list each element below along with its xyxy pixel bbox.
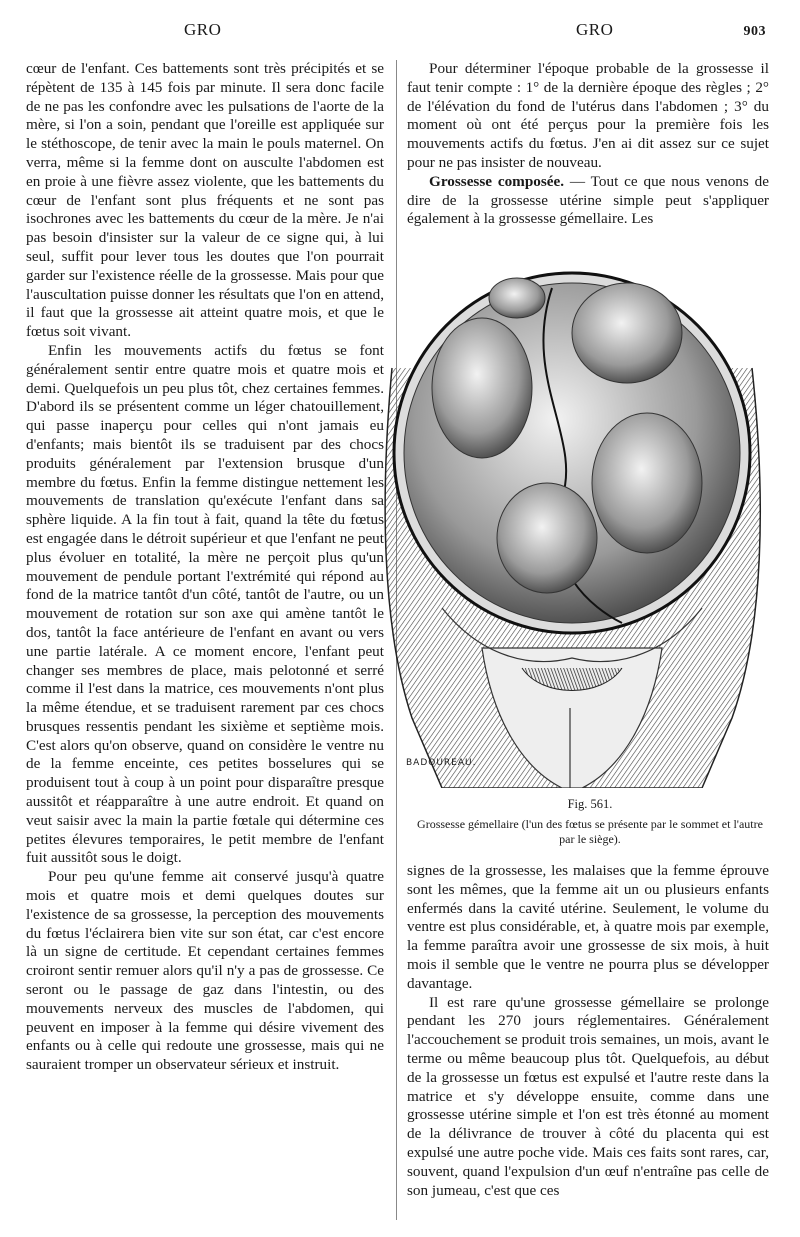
running-head-right: GRO [576, 20, 614, 39]
figure-number: Fig. 561. [567, 797, 613, 811]
paragraph: Pour déterminer l'époque probable de la grossesse il faut tenir compte : 1° de la dernière époque des règles ; 2° de l'élévation du fond de l'utérus dans l'abdomen ; 3° du moment où ont été perçus pour la première fois les mouvements actifs du fœtus. J'en ai dit assez sur ce sujet pour ne pas insister de nouveau. [407, 60, 769, 171]
paragraph-text: — Tout ce que nous venons de dire de la grossesse utérine simple peut s'appliquer également à la grossesse gémellaire. Les [407, 172, 769, 228]
page-number: 903 [743, 24, 766, 39]
engraving-illustration [372, 248, 772, 788]
figure-caption [408, 797, 772, 847]
left-column [26, 60, 384, 1075]
paragraph [407, 173, 769, 229]
section-heading: Grossesse composée. [429, 172, 565, 190]
right-column-bottom [407, 862, 769, 1200]
paragraph: Pour peu qu'une femme ait conservé jusqu'à quatre mois et quatre mois et demi quelques doutes sur l'existence de sa grossesse, la perception des mouvements du fœtus l'éclairera bien vite sur son état, car c'est encore là un signe de certitude. Et cependant certaines femmes croiront sentir remuer alors qu'il n'y a pas de grossesse. Ce seront ou le passage de gaz dans l'intestin, ou des mouvements nerveux des muscles de l'abdomen, qui peuvent en imposer à la femme qui désire vivement des enfants ou à celle qui redoute une grossesse, mais qui ne sauraient tromper un observateur sérieux et instruit. [26, 868, 384, 1074]
engraver-signature: BADOUREAU. [406, 758, 477, 768]
running-head-left: GRO [184, 20, 222, 39]
paragraph: cœur de l'enfant. Ces battements sont très précipités et se répètent de 135 à 145 fois par minute. Il sera donc facile de ne pas les confondre avec les pulsations de l'aorte de la mère, si l'on a soin, pendant que l'oreille est appliquée sur le stéthoscope, de tenir avec la main le pouls maternel. On verra, même si la femme dont on ausculte l'abdomen est en proie à une fièvre assez violente, que les battements du cœur de l'enfant sont plus fréquents et ne sont pas isochrones avec les battements du cœur de la mère. Je n'ai pas besoin d'insister sur la valeur de ce signe qui, à lui seul, suffit pour lever tous les doutes que l'on pourrait garder sur l'existence réelle de la grossesse. Mais pour que l'auscultation puisse donner les résultats que l'on en attend, il faut que la grossesse ait atteint quatre mois, et que le fœtus soit vivant. [26, 60, 384, 341]
twin-pregnancy-illustration [372, 248, 772, 788]
figure-caption-text: Grossesse gémellaire (l'un des fœtus se présente par le sommet et l'autre par le siège). [417, 817, 763, 846]
paragraph: signes de la grossesse, les malaises que la femme éprouve sont les mêmes, que la femme ait un ou plusieurs enfants enfermés dans la cavité utérine. Seulement, le volume du ventre est plus considérable, et, à quatre mois par exemple, la femme paraîtra avoir une grossesse de six mois, à huit mois il semble que le ventre ne pourra plus se développer davantage. [407, 862, 769, 992]
paragraph: Il est rare qu'une grossesse gémellaire se prolonge pendant les 270 jours réglementaires. Généralement l'accouchement se produit trois semaines, un mois, avant le terme ou même beaucoup plus tôt. Quelquefois, au début de la grossesse un fœtus est expulsé et l'autre reste dans la matrice et s'y développe ensuite, comme dans une grossesse utérine simple et l'on est très étonné au moment de la délivrance de trouver à côté du placenta qui est expulsé une autre poche vide. Mais ces faits sont rares, car, souvent, quand l'expulsion d'un œuf n'entraîne pas celle de son jumeau, c'est que ces [407, 993, 769, 1199]
paragraph: Enfin les mouvements actifs du fœtus se font généralement sentir entre quatre mois et quatre mois et demi. Quelquefois un peu plus tôt, chez certaines femmes. D'abord ils se présentent comme un léger chatouillement, qui passe inaperçu pour celles qui n'ont jamais eu d'enfants; mais bientôt ils se traduisent par des chocs produits généralement par l'extension brusque d'un membre du fœtus. Enfin la femme distingue nettement les mouvements de translation qu'exécute l'enfant dans sa sphère liquide. A la fin tout à fait, quand la tête du fœtus est engagée dans le détroit supérieur et que l'enfant ne peut plus évoluer en totalité, la mère ne perçoit plus qu'un mouvement de pendule portant l'extrémité qui répond au fond de la matrice tantôt d'un côté, tantôt de l'autre, ou un mouvement de rotation sur son axe qui amène tantôt le dos, tantôt la face antérieure de l'enfant en avant ou vers une partie latérale. A ce moment encore, l'enfant peut changer ses membres de place, mais pelotonné et serré comme il l'est dans la matrice, ces mouvements n'ont plus la même étendue, et se traduisent rarement par ces chocs brusques ressentis pendant les sixième et septième mois. C'est alors qu'on observe, quand on considère le ventre nu de la femme enceinte, ces petites bosselures qui se produisent tout à coup à un point pour disparaître presque aussitôt et réapparaître à une autre endroit. Et quand on veut saisir avec la main la partie fœtale qui détermine ces petites élevures temporaires, le petit membre de l'enfant fuit aussitôt sous le doigt. [26, 341, 384, 867]
right-column-top [407, 60, 769, 229]
